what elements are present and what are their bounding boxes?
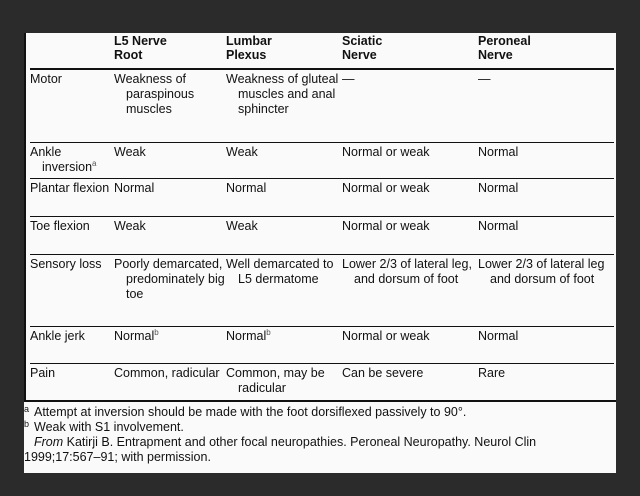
source-line1: Katirji B. Entrapment and other focal neuropathies. Peroneal Neuropathy. Neurol Clin (63, 435, 537, 449)
cell-text: Weakness of paraspinous muscles (114, 72, 195, 116)
header-blank (30, 33, 114, 69)
row-label-toe-flexion (30, 216, 114, 254)
cell (226, 326, 342, 363)
row-label-sensory-loss (30, 254, 114, 326)
row-label-motor: Motor (30, 69, 114, 142)
cell: Normal or weak (342, 142, 478, 178)
table-footnotes (24, 405, 616, 465)
cell-text: Common, may be radicular (226, 365, 325, 395)
cell: — (342, 69, 478, 142)
cell: Weak (114, 142, 226, 178)
cell: Weak (226, 216, 342, 254)
cell-text: Well demarcated to L5 dermatome (226, 256, 334, 286)
cell: Normal (478, 216, 614, 254)
cell: Normal (226, 178, 342, 216)
cell-text: Normal (114, 328, 155, 343)
row-label-text: Ankle jerk (30, 328, 85, 343)
header-lumbar-line2: Plexus (226, 48, 267, 62)
footnote-text: Weak with S1 involvement. (34, 420, 184, 434)
cell-text: Poorly demarcated, predominately big toe (114, 256, 225, 301)
cell-text: Common, radicular (114, 365, 220, 380)
cell (226, 254, 342, 326)
cell (114, 254, 226, 326)
table-row (30, 178, 614, 216)
table-frame (24, 33, 618, 402)
footnote-b (24, 420, 616, 435)
row-label-text (30, 145, 114, 175)
footnote-a (24, 405, 616, 420)
footnote-text: Attempt at inversion should be made with the foot dorsiflexed passively to 90°. (34, 405, 467, 419)
table-bottom-rule (24, 400, 616, 402)
header-lumbar-line1: Lumbar (226, 34, 272, 48)
comparison-table (30, 33, 614, 401)
row-label-text: Toe flexion (30, 218, 90, 233)
cell (114, 326, 226, 363)
footnote-marker-b: b (154, 327, 159, 337)
cell: Normal or weak (342, 216, 478, 254)
row-label-text: Plantar flexion (30, 180, 110, 195)
cell: Weak (226, 142, 342, 178)
cell-text: Lower 2/3 of lateral leg, and dorsum of foot (342, 256, 472, 286)
table-row (30, 216, 614, 254)
cell (114, 363, 226, 401)
row-label-text: Pain (30, 365, 56, 380)
cell (342, 254, 478, 326)
cell: Normal or weak (342, 326, 478, 363)
row-label-ankle-jerk (30, 326, 114, 363)
table-row (30, 254, 614, 326)
header-peroneal-nerve (478, 33, 614, 69)
header-l5-nerve-root (114, 33, 226, 69)
row-label-text-inner: Ankle inversion (30, 144, 93, 174)
footnote-mark: a (24, 404, 30, 414)
cell: — (478, 69, 614, 142)
header-peroneal-line2: Nerve (478, 48, 513, 62)
cell (478, 254, 614, 326)
header-l5-line1: L5 Nerve (114, 34, 167, 48)
table-row (30, 69, 614, 142)
cell: Weak (114, 216, 226, 254)
header-l5-line2: Root (114, 48, 143, 62)
header-lumbar-plexus (226, 33, 342, 69)
table-row (30, 142, 614, 178)
table-header-row (30, 33, 614, 69)
header-sciatic-line2: Nerve (342, 48, 377, 62)
cell: Rare (478, 365, 506, 380)
footnote-marker-a: a (92, 158, 97, 168)
cell (114, 69, 226, 142)
source-citation-line2: 1999;17:567–91; with permission. (24, 450, 211, 464)
row-label-text: Sensory loss (30, 256, 102, 271)
cell: Normal (478, 178, 614, 216)
header-sciatic-line1: Sciatic (342, 34, 383, 48)
table-row (30, 326, 614, 363)
cell (226, 69, 342, 142)
header-peroneal-line1: Peroneal (478, 34, 531, 48)
footnote-marker-b: b (266, 327, 271, 337)
row-label-pain (30, 363, 114, 401)
row-label-ankle-inversion (30, 142, 114, 178)
source-citation (24, 435, 616, 450)
cell-text: Lower 2/3 of lateral leg and dorsum of foot (478, 256, 605, 286)
cell: Can be severe (342, 365, 424, 380)
cell: Normal or weak (342, 178, 478, 216)
source-italic: From (34, 435, 64, 449)
cell-text: Weakness of gluteal muscles and anal sphincter (226, 72, 339, 116)
header-sciatic-nerve (342, 33, 478, 69)
cell: Normal (478, 326, 614, 363)
cell: Normal (114, 178, 226, 216)
cell: Normal (478, 142, 614, 178)
table-row (30, 363, 614, 401)
cell (226, 363, 342, 401)
document-page (24, 33, 616, 473)
cell-text: Normal (226, 328, 267, 343)
footnote-mark: b (24, 419, 30, 429)
row-label-plantar-flexion (30, 178, 114, 216)
